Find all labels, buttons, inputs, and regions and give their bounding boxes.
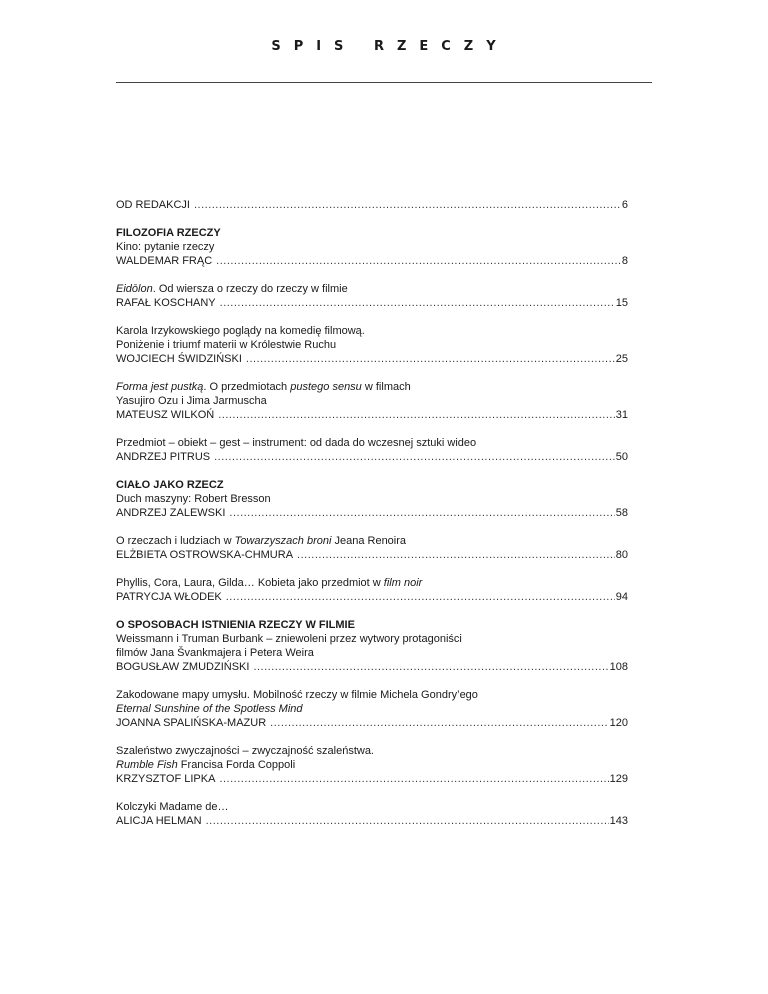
entry-subtitle-italic: Eternal Sunshine of the Spotless Mind <box>116 703 303 715</box>
entry-title: Kolczyki Madame de… <box>116 801 229 813</box>
toc-page-number: 94 <box>615 591 628 603</box>
dot-leader <box>218 408 615 422</box>
entry-author: ANDRZEJ PITRUS <box>116 451 211 463</box>
entry-title: Weissmann i Truman Burbank – zniewoleni przez wytwory protagoniści <box>116 633 462 645</box>
toc-entry[interactable] <box>116 800 628 828</box>
entry-title-italic: Forma jest pustką <box>116 381 204 393</box>
table-of-contents <box>116 198 628 828</box>
toc-page-number: 6 <box>621 199 628 211</box>
entry-author: ELŻBIETA OSTROWSKA-CHMURA <box>116 549 294 561</box>
entry-title: Zakodowane mapy umysłu. Mobilność rzeczy w filmie Michela Gondry’ego <box>116 689 478 701</box>
entry-title-start: O rzeczach i ludziach w <box>116 535 235 547</box>
toc-entry[interactable] <box>116 688 628 730</box>
entry-author: JOANNA SPALIŃSKA-MAZUR <box>116 717 267 729</box>
toc-editorial-line[interactable] <box>116 198 628 212</box>
dot-leader <box>297 548 615 562</box>
toc-entry[interactable] <box>116 534 628 562</box>
entry-title: Szaleństwo zwyczajności – zwyczajność szaleństwa. <box>116 745 374 757</box>
entry-title-rest: w filmach <box>361 381 411 393</box>
entry-title: Karola Irzykowskiego poglądy na komedię filmową. <box>116 325 365 337</box>
entry-title <box>116 380 628 394</box>
dot-leader <box>270 716 608 730</box>
entry-author: MATEUSZ WILKOŃ <box>116 409 215 421</box>
toc-entry[interactable] <box>116 380 628 422</box>
entry-title-rest: . Od wiersza o rzeczy do rzeczy w filmie <box>152 283 348 295</box>
entry-title-italic: pustego sensu <box>290 381 362 393</box>
toc-page-number: 143 <box>609 815 628 827</box>
entry-title-start: Phyllis, Cora, Laura, Gilda… Kobieta jako przedmiot w <box>116 577 384 589</box>
toc-page-number: 25 <box>615 353 628 365</box>
section-heading: FILOZOFIA RZECZY <box>116 227 221 239</box>
entry-title <box>116 282 628 296</box>
toc-page-number: 50 <box>615 451 628 463</box>
entry-title: Duch maszyny: Robert Bresson <box>116 493 271 505</box>
entry-title <box>116 576 628 590</box>
entry-author: WOJCIECH ŚWIDZIŃSKI <box>116 353 242 365</box>
dot-leader <box>216 254 621 268</box>
entry-author: ANDRZEJ ZALEWSKI <box>116 507 226 519</box>
toc-entry[interactable] <box>116 436 628 464</box>
toc-page-number: 15 <box>615 297 628 309</box>
entry-subtitle-rest: Francisa Forda Coppoli <box>177 759 296 771</box>
section-heading: CIAŁO JAKO RZECZ <box>116 479 224 491</box>
toc-page-number: 80 <box>615 549 628 561</box>
page-title: SPIS RZECZY <box>271 39 509 54</box>
dot-leader <box>219 772 608 786</box>
entry-subtitle: filmów Jana Švankmajera i Petera Weira <box>116 647 314 659</box>
toc-section <box>116 478 628 604</box>
toc-page-number: 58 <box>615 507 628 519</box>
dot-leader <box>253 660 608 674</box>
entry-subtitle <box>116 758 628 772</box>
toc-section <box>116 226 628 464</box>
title-rule <box>116 82 652 83</box>
dot-leader <box>214 450 615 464</box>
section-heading: O SPOSOBACH ISTNIENIA RZECZY W FILMIE <box>116 619 355 631</box>
toc-section <box>116 618 628 828</box>
entry-subtitle <box>116 702 628 716</box>
toc-entry[interactable] <box>116 576 628 604</box>
toc-page-number: 108 <box>609 661 628 673</box>
dot-leader <box>194 198 621 212</box>
toc-entry[interactable] <box>116 632 628 674</box>
dot-leader <box>206 814 609 828</box>
toc-page-number: 8 <box>621 255 628 267</box>
entry-title-italic: film noir <box>383 577 423 589</box>
entry-author: ALICJA HELMAN <box>116 815 202 827</box>
toc-entry[interactable] <box>116 324 628 366</box>
entry-author: KRZYSZTOF LIPKA <box>116 773 216 785</box>
entry-title-rest: Jeana Renoira <box>331 535 407 547</box>
toc-entry[interactable] <box>116 282 628 310</box>
entry-subtitle: Yasujiro Ozu i Jima Jarmuscha <box>116 395 267 407</box>
entry-author: PATRYCJA WŁODEK <box>116 591 222 603</box>
toc-page-number: 31 <box>615 409 628 421</box>
dot-leader <box>246 352 615 366</box>
entry-subtitle-italic: Rumble Fish <box>116 759 178 771</box>
entry-subtitle: Poniżenie i triumf materii w Królestwie Ruchu <box>116 339 337 351</box>
dot-leader <box>229 506 614 520</box>
dot-leader <box>220 296 615 310</box>
entry-author: BOGUSŁAW ZMUDZIŃSKI <box>116 661 250 673</box>
toc-page-number: 120 <box>609 717 628 729</box>
toc-entry[interactable] <box>116 744 628 786</box>
entry-title: Kino: pytanie rzeczy <box>116 241 215 253</box>
toc-editorial-label: OD REDAKCJI <box>116 199 190 211</box>
entry-author: RAFAŁ KOSCHANY <box>116 297 216 309</box>
entry-title <box>116 534 628 548</box>
entry-author: WALDEMAR FRĄC <box>116 255 213 267</box>
entry-title-italic: Eidōlon <box>116 283 153 295</box>
entry-title-mid: . O przedmiotach <box>203 381 291 393</box>
entry-title: Przedmiot – obiekt – gest – instrument: od dada do wczesnej sztuki wideo <box>116 437 477 449</box>
entry-title-italic: Towarzyszach broni <box>234 535 332 547</box>
toc-entry[interactable] <box>116 492 628 520</box>
dot-leader <box>226 590 615 604</box>
toc-page-number: 129 <box>609 773 628 785</box>
toc-entry[interactable] <box>116 240 628 268</box>
